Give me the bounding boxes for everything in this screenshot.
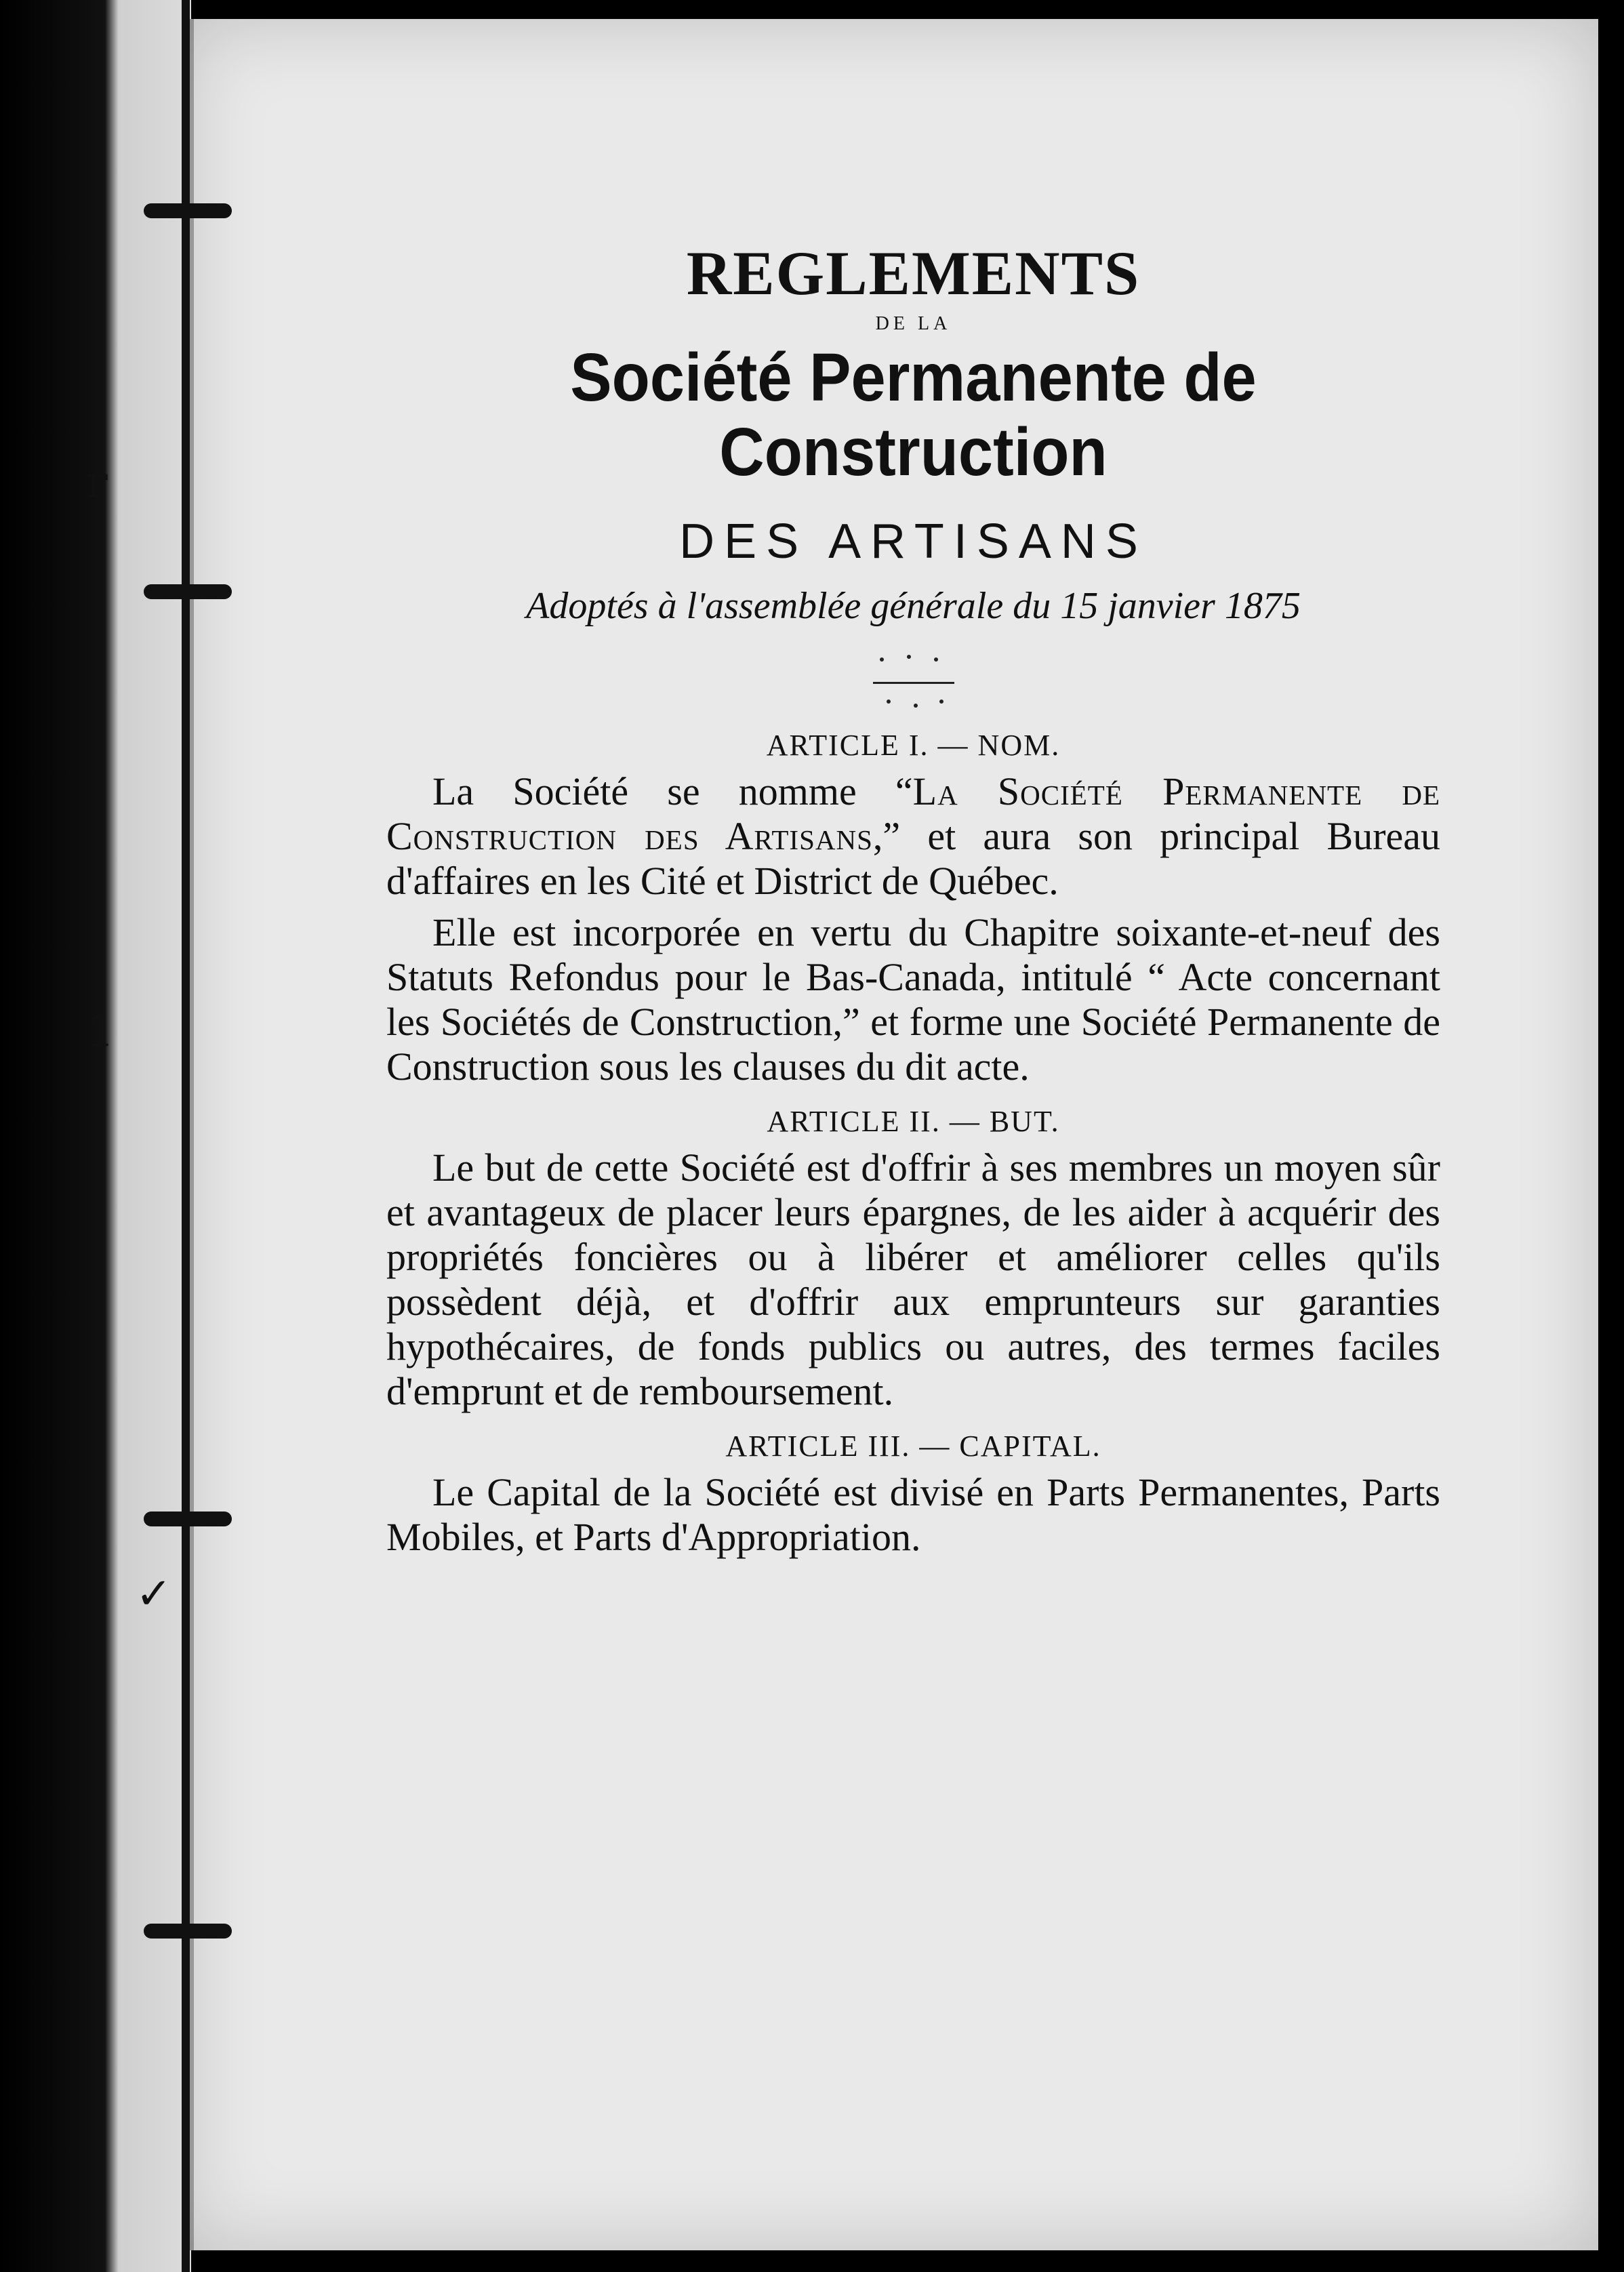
binding-stitch (144, 203, 232, 218)
document-title: REGLEMENTS (686, 239, 1141, 308)
article-3-title: ARTICLE III. — CAPITAL. (725, 1429, 1101, 1463)
adoption-date: Adoptés à l'assemblée générale du 15 janvier 1875 (526, 584, 1301, 627)
article-1-title: ARTICLE I. — NOM. (766, 728, 1061, 762)
margin-mark: ✓ (136, 1569, 172, 1619)
binding-stitch (144, 1924, 232, 1939)
society-name-smallcaps: La Société Permanente de Construction des Artisans (386, 769, 1440, 858)
article-2-title: ARTICLE II. — BUT. (767, 1104, 1060, 1138)
society-suffix: DES ARTISANS (679, 514, 1148, 569)
ornament-divider (859, 652, 968, 713)
article-3-paragraph-1: Le Capital de la Société est divisé en Parts Permanentes, Parts Mobiles, et Parts d'Appropriation. (386, 1469, 1440, 1559)
margin-mark: r (87, 458, 108, 508)
article-1-paragraph-1-lead: La Société se nomme “ (432, 769, 913, 813)
document-content (386, 241, 1440, 1560)
article-1-paragraph-1-tail: ,” et aura son principal Bureau d'affaires en les Cité et District de Québec. (386, 813, 1440, 903)
article-2-paragraph-1: Le but de cette Société est d'offrir à ses membres un moyen sûr et avantageux de placer leurs épargnes, de les aider à acquérir des propriétés foncières ou à libérer et améliorer celles qu'ils possèdent déjà, et d'offrir aux emprunteurs sur garanties hypothécaires, de fonds publics ou autres, des termes faciles d'emprunt et de remboursement. (386, 1145, 1440, 1413)
society-name: Société Permanente de Construction (570, 339, 1257, 490)
article-1-paragraph-1 (386, 769, 1440, 904)
subtitle-de-la: DE LA (875, 312, 952, 334)
binding-stitch (144, 584, 232, 599)
margin-mark: 1 (87, 1007, 115, 1057)
binding-stitch (144, 1512, 232, 1526)
article-1-paragraph-2: Elle est incorporée en vertu du Chapitre soixante-et-neuf des Statuts Refondus pour le Bas-Canada, intitulé “ Acte concernant les Sociétés de Construction,” et forme une Société Permanente de Construction sous les clauses du dit acte. (386, 910, 1440, 1089)
